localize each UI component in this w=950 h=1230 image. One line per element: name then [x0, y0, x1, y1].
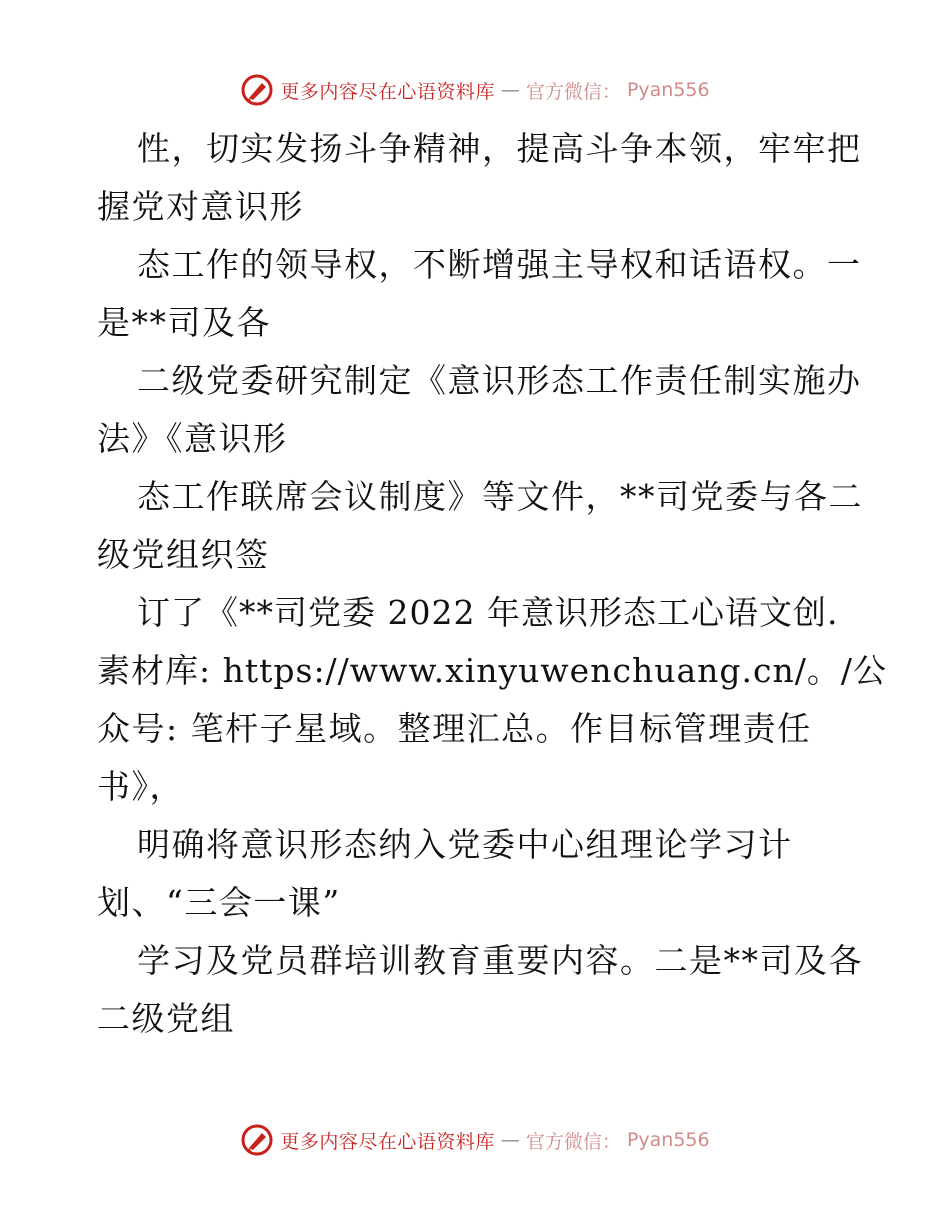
- watermark-separator: —: [500, 1129, 520, 1151]
- text-line: 学习及党员群培训教育重要内容。二是**司及各: [137, 941, 863, 980]
- text-line: 态工作的领导权，不断增强主导权和话语权。一: [137, 245, 862, 284]
- watermark-contact-label: 官方微信：: [525, 80, 621, 103]
- text-line: 态工作联席会议制度》等文件，**司党委与各二: [137, 477, 863, 516]
- text-line: 素材库: https://www.xinyuwenchuang.cn/。/公: [97, 651, 887, 690]
- text-line: 明确将意识形态纳入党委中心组理论学习计: [137, 825, 793, 864]
- watermark-contact-label: 官方微信：: [525, 1130, 621, 1153]
- text-line: 性，切实发扬斗争精神，提高斗争本领，牢牢把: [137, 129, 862, 168]
- pen-logo-icon: [240, 73, 274, 107]
- watermark-text: 更多内容尽在心语资料库: [280, 1130, 495, 1153]
- watermark-contact-id: Pyan556: [626, 79, 710, 101]
- text-line: 众号: 笔杆子星域。整理汇总。作目标管理责任: [97, 709, 812, 748]
- document-body: [97, 120, 887, 1048]
- header-watermark: [0, 70, 950, 110]
- text-line: 是**司及各: [97, 303, 271, 342]
- text-line: 书》，: [97, 767, 184, 806]
- text-line: 订了《**司党委 2022 年意识形态工心语文创.: [137, 593, 839, 632]
- text-line: 级党组织签: [97, 535, 270, 574]
- text-line: 划、“三会一课”: [97, 883, 341, 922]
- footer-watermark: [0, 1120, 950, 1160]
- text-line: 二级党组: [97, 999, 235, 1038]
- text-line: 二级党委研究制定《意识形态工作责任制实施办: [137, 361, 862, 400]
- watermark-separator: —: [500, 79, 520, 101]
- watermark-contact-id: Pyan556: [626, 1129, 710, 1151]
- text-line: 法》《意识形: [97, 419, 288, 458]
- pen-logo-icon: [240, 1123, 274, 1157]
- text-line: 握党对意识形: [97, 187, 304, 226]
- watermark-text: 更多内容尽在心语资料库: [280, 80, 495, 103]
